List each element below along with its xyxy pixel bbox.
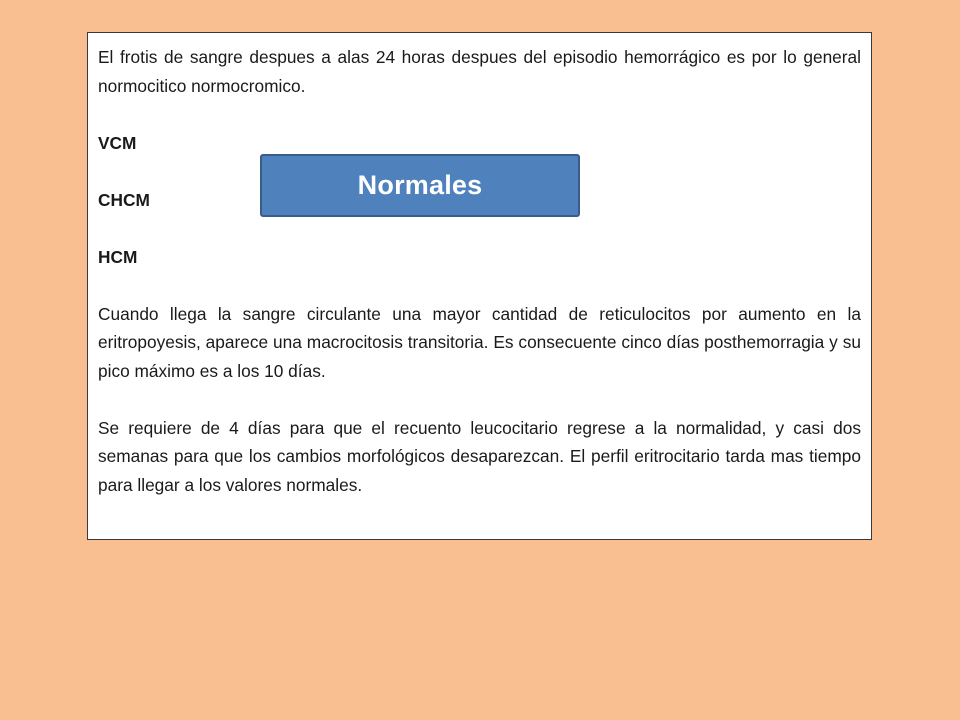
label-vcm: VCM: [98, 132, 137, 153]
label-chcm: CHCM: [98, 189, 150, 210]
spacer: [98, 271, 861, 300]
label-hcm: HCM: [98, 246, 138, 267]
spacer: [98, 385, 861, 414]
normales-callout: Normales: [260, 154, 580, 217]
spacer: [98, 100, 861, 129]
intro-paragraph: El frotis de sangre despues a alas 24 horas despues del episodio hemorrágico es por lo general normocitico normocromico.: [98, 47, 861, 96]
recovery-paragraph: Se requiere de 4 días para que el recuento leucocitario regrese a la normalidad, y casi dos semanas para que los cambios morfológicos desaparezcan. El perfil eritrocitario tarda mas tiempo para llegar a los valores normales.: [98, 417, 861, 495]
reticulocyte-paragraph: Cuando llega la sangre circulante una mayor cantidad de reticulocitos por aumento en la eritropoyesis, aparece una macrocitosis transitoria. Es consecuente cinco días posthemorragia y su pico máximo es a los 10 días.: [98, 303, 861, 381]
spacer: [98, 214, 861, 243]
content-text-box: [87, 32, 872, 540]
